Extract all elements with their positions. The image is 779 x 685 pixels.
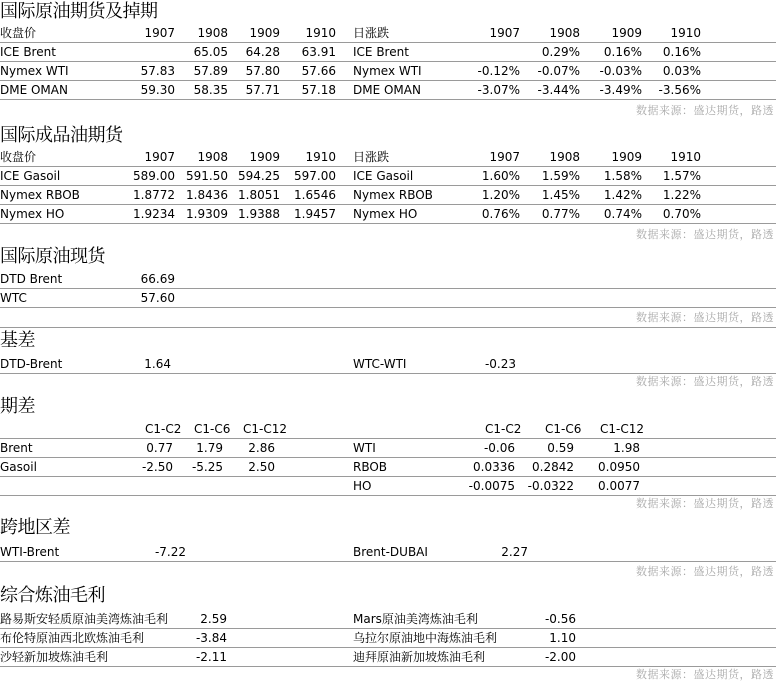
column-header: C1-C2 — [145, 422, 182, 436]
row-label: DTD-Brent — [0, 357, 63, 371]
column-header: 1908 — [197, 26, 228, 40]
row-divider — [0, 666, 776, 667]
section-title: 跨地区差 — [0, 517, 70, 538]
table-cell: -3.44% — [537, 83, 580, 97]
source-note: 数据来源：盛达期货，路透 — [636, 375, 774, 388]
table-cell: 0.77 — [146, 441, 173, 455]
row-label: WTI-Brent — [0, 545, 60, 559]
table-cell: 63.91 — [301, 45, 336, 59]
table-cell: 0.03% — [662, 64, 701, 78]
column-header: 1910 — [670, 26, 701, 40]
table-cell: 2.59 — [200, 612, 227, 626]
table-cell: -3.84 — [195, 631, 227, 645]
row-label: ICE Gasoil — [353, 169, 414, 183]
row-label: Nymex WTI — [0, 64, 69, 78]
table-cell: 0.16% — [662, 45, 701, 59]
row-divider — [0, 185, 776, 186]
table-cell: 1.59% — [541, 169, 580, 183]
row-divider — [0, 61, 776, 62]
table-cell: 1.9234 — [133, 207, 175, 221]
row-divider — [0, 288, 776, 289]
row-label: Nymex RBOB — [0, 188, 80, 202]
table-cell: 1.20% — [481, 188, 520, 202]
row-divider — [0, 476, 776, 477]
table-cell: 1.8051 — [238, 188, 280, 202]
column-header: C1-C2 — [485, 422, 522, 436]
column-header: 1908 — [549, 26, 580, 40]
column-header: 日涨跌 — [353, 26, 390, 40]
source-note: 数据来源：盛达期货，路透 — [636, 565, 774, 578]
row-label: WTC-WTI — [353, 357, 407, 371]
row-divider — [0, 495, 776, 496]
row-label: DME OMAN — [0, 83, 68, 97]
column-header: 1910 — [305, 150, 336, 164]
table-cell: 59.30 — [140, 83, 175, 97]
row-label: Nymex RBOB — [353, 188, 433, 202]
source-note: 数据来源：盛达期货，路透 — [636, 497, 774, 510]
table-cell: 64.28 — [245, 45, 280, 59]
row-label: ICE Gasoil — [0, 169, 61, 183]
column-header: C1-C12 — [600, 422, 644, 436]
column-header: 日涨跌 — [353, 150, 390, 164]
table-cell: 0.0950 — [598, 460, 640, 474]
row-divider — [0, 438, 776, 439]
row-label: HO — [353, 479, 372, 493]
row-label: Nymex HO — [353, 207, 418, 221]
row-label: Brent-DUBAI — [353, 545, 428, 559]
row-label: DME OMAN — [353, 83, 421, 97]
row-label: 布伦特原油西北欧炼油毛利 — [0, 631, 145, 645]
table-cell: 597.00 — [294, 169, 336, 183]
row-divider — [0, 373, 776, 374]
table-cell: 1.79 — [196, 441, 223, 455]
table-cell: 57.66 — [301, 64, 336, 78]
table-cell: 1.42% — [603, 188, 642, 202]
source-note: 数据来源：盛达期货，路透 — [636, 104, 774, 117]
table-cell: 57.60 — [140, 291, 175, 305]
table-cell: 58.35 — [193, 83, 228, 97]
table-cell: -3.56% — [658, 83, 701, 97]
table-cell: 0.70% — [662, 207, 701, 221]
column-header: 1909 — [249, 150, 280, 164]
table-cell: 2.27 — [501, 545, 528, 559]
table-cell: -0.07% — [537, 64, 580, 78]
row-divider — [0, 166, 776, 167]
table-cell: -3.07% — [477, 83, 520, 97]
section-title: 期差 — [0, 396, 35, 417]
table-cell: 0.0336 — [473, 460, 515, 474]
table-cell: 1.10 — [549, 631, 576, 645]
table-cell: -3.49% — [599, 83, 642, 97]
table-cell: 0.74% — [603, 207, 642, 221]
table-cell: -7.22 — [154, 545, 186, 559]
table-cell: 1.60% — [481, 169, 520, 183]
table-cell: -2.11 — [195, 650, 227, 664]
row-divider — [0, 457, 776, 458]
column-header: 1909 — [611, 26, 642, 40]
source-note: 数据来源：盛达期货，路透 — [636, 668, 774, 681]
row-divider — [0, 80, 776, 81]
column-header: 1909 — [611, 150, 642, 164]
table-cell: 1.9457 — [294, 207, 336, 221]
table-cell: 0.76% — [481, 207, 520, 221]
table-cell: 0.77% — [541, 207, 580, 221]
table-cell: -0.56 — [544, 612, 576, 626]
source-note: 数据来源：盛达期货，路透 — [636, 311, 774, 324]
source-note: 数据来源：盛达期货，路透 — [636, 228, 774, 241]
table-cell: 1.64 — [144, 357, 171, 371]
table-cell: 1.58% — [603, 169, 642, 183]
column-header: 1910 — [305, 26, 336, 40]
table-cell: 1.9388 — [238, 207, 280, 221]
column-header: 1908 — [549, 150, 580, 164]
row-label: 路易斯安轻质原油美湾炼油毛利 — [0, 612, 169, 626]
table-cell: 1.45% — [541, 188, 580, 202]
row-label: 沙轻新加坡炼油毛利 — [0, 650, 109, 664]
table-cell: -0.12% — [477, 64, 520, 78]
row-divider — [0, 42, 776, 43]
row-label: DTD Brent — [0, 272, 63, 286]
table-cell: 1.98 — [613, 441, 640, 455]
table-cell: -2.00 — [544, 650, 576, 664]
section-title: 国际原油期货及掉期 — [0, 1, 158, 22]
column-header: 收盘价 — [0, 26, 37, 40]
table-cell: 57.71 — [245, 83, 280, 97]
table-cell: 0.0077 — [598, 479, 640, 493]
table-cell: 1.9309 — [186, 207, 228, 221]
row-label: WTI — [353, 441, 376, 455]
table-cell: 0.29% — [541, 45, 580, 59]
table-cell: 65.05 — [193, 45, 228, 59]
row-divider — [0, 561, 776, 562]
section-title: 国际原油现货 — [0, 246, 105, 267]
table-cell: -0.03% — [599, 64, 642, 78]
table-cell: 66.69 — [140, 272, 175, 286]
column-header: 收盘价 — [0, 150, 37, 164]
table-cell: -0.06 — [483, 441, 515, 455]
row-divider — [0, 204, 776, 205]
column-header: 1907 — [489, 150, 520, 164]
table-cell: 1.57% — [662, 169, 701, 183]
table-cell: 1.22% — [662, 188, 701, 202]
row-divider — [0, 628, 776, 629]
section-title: 基差 — [0, 330, 35, 351]
table-cell: 1.8772 — [133, 188, 175, 202]
table-cell: -0.23 — [484, 357, 516, 371]
row-label: ICE Brent — [0, 45, 56, 59]
row-label: Nymex WTI — [353, 64, 422, 78]
table-cell: 594.25 — [238, 169, 280, 183]
column-header: 1908 — [197, 150, 228, 164]
table-cell: -0.0075 — [468, 479, 515, 493]
row-label: 迪拜原油新加坡炼油毛利 — [353, 650, 486, 664]
row-label: WTC — [0, 291, 27, 305]
column-header: 1907 — [144, 150, 175, 164]
column-header: 1907 — [144, 26, 175, 40]
row-divider — [0, 327, 776, 328]
column-header: C1-C6 — [194, 422, 231, 436]
table-cell: -5.25 — [191, 460, 223, 474]
table-cell: 2.86 — [248, 441, 275, 455]
table-cell: 1.6546 — [294, 188, 336, 202]
table-cell: 0.59 — [547, 441, 574, 455]
row-divider — [0, 99, 776, 100]
column-header: 1909 — [249, 26, 280, 40]
row-divider — [0, 307, 776, 308]
row-label: Nymex HO — [0, 207, 65, 221]
section-title: 国际成品油期货 — [0, 125, 123, 146]
row-label: Mars原油美湾炼油毛利 — [353, 612, 478, 626]
table-cell: 0.2842 — [532, 460, 574, 474]
row-divider — [0, 647, 776, 648]
table-cell: 57.18 — [301, 83, 336, 97]
row-label: 乌拉尔原油地中海炼油毛利 — [353, 631, 498, 645]
table-cell: 0.16% — [603, 45, 642, 59]
table-cell: 57.83 — [140, 64, 175, 78]
row-label: Gasoil — [0, 460, 37, 474]
column-header: C1-C12 — [243, 422, 287, 436]
column-header: 1907 — [489, 26, 520, 40]
row-label: ICE Brent — [353, 45, 409, 59]
column-header: 1910 — [670, 150, 701, 164]
table-cell: 591.50 — [186, 169, 228, 183]
row-label: Brent — [0, 441, 33, 455]
table-cell: 57.80 — [245, 64, 280, 78]
table-cell: -0.0322 — [527, 479, 574, 493]
column-header: C1-C6 — [545, 422, 582, 436]
row-divider — [0, 223, 776, 224]
row-label: RBOB — [353, 460, 388, 474]
table-cell: 589.00 — [133, 169, 175, 183]
section-title: 综合炼油毛利 — [0, 585, 105, 606]
table-cell: 1.8436 — [186, 188, 228, 202]
table-cell: 2.50 — [248, 460, 275, 474]
table-cell: 57.89 — [193, 64, 228, 78]
table-cell: -2.50 — [141, 460, 173, 474]
